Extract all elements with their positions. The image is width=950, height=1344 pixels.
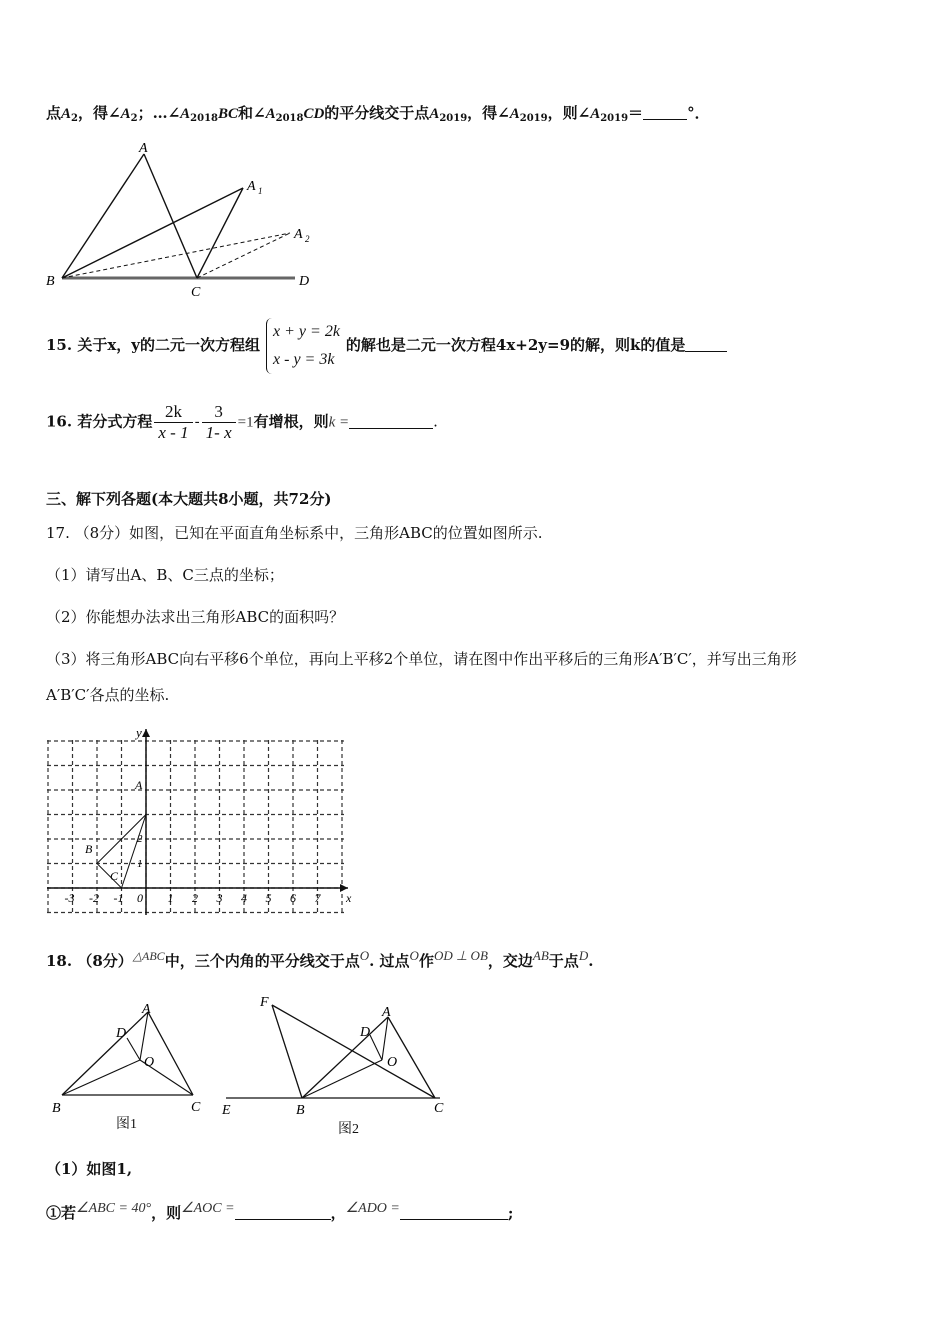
- label-d: D: [116, 1026, 127, 1041]
- grid-lines: [47, 740, 344, 913]
- point-label: A: [61, 106, 72, 122]
- y-tick-label: 2: [137, 833, 143, 845]
- x-tick-label: 5: [265, 891, 272, 905]
- label-a: A: [382, 1005, 391, 1020]
- x-tick-label: 0: [137, 891, 143, 905]
- point-label: A: [265, 106, 276, 122]
- q18-part-1: （1）如图1,: [46, 1160, 133, 1178]
- x-tick-label: 6: [290, 891, 296, 905]
- q18-text: 于点: [548, 952, 579, 970]
- segment-ba: [62, 154, 144, 278]
- point-label: A: [120, 106, 131, 122]
- q17-sub-1: （1）请写出A、B、C三点的坐标；: [46, 566, 284, 584]
- label-d: D: [299, 274, 310, 289]
- answer-blank: [643, 105, 687, 120]
- q14-text: ，得∠: [78, 104, 121, 122]
- label-b: B: [296, 1103, 305, 1118]
- label-c: C: [191, 1100, 201, 1115]
- segment-ab-math: AB: [532, 948, 549, 963]
- label-a2-sub: 2: [305, 234, 310, 244]
- segment-ba: [62, 1012, 148, 1095]
- equation-2: x - y = 3k: [273, 351, 335, 368]
- q14-text: ；…∠: [137, 104, 181, 122]
- point-o-math: O: [359, 948, 370, 963]
- point-label: A: [590, 106, 601, 122]
- point-a-label: A: [135, 778, 143, 792]
- fraction-1: [154, 402, 192, 443]
- triangle-abc-math: △ABC: [132, 949, 165, 963]
- fraction-numerator: 2k: [154, 402, 192, 423]
- q14-text: 和∠: [238, 104, 266, 122]
- angle-aoc: ∠AOC =: [181, 1201, 235, 1216]
- equation-system: [266, 318, 340, 374]
- x-tick-label: 7: [314, 891, 321, 905]
- subscript: 2019: [519, 113, 548, 124]
- q18-text: ，则: [151, 1204, 182, 1222]
- x-tick-label: -3: [64, 891, 75, 905]
- bisector-ao: [382, 1017, 388, 1060]
- circled-one: ①若: [46, 1204, 77, 1222]
- answer-blank-ado: [400, 1205, 508, 1220]
- label-o: O: [144, 1055, 155, 1070]
- question-16: [46, 402, 438, 443]
- label-d: D: [360, 1025, 371, 1040]
- q15-text: 关于x，y的二元一次方程组: [77, 336, 261, 354]
- x-tick-label: 2: [192, 891, 198, 905]
- point-label: A: [509, 106, 520, 122]
- label-b: B: [52, 1101, 61, 1116]
- subscript: 2018: [190, 113, 218, 124]
- x-tick-label: 4: [241, 891, 247, 905]
- x-axis-label: x: [346, 891, 352, 905]
- segment-ca1: [197, 188, 243, 278]
- minus-sign: -: [194, 412, 200, 431]
- angle-ado: ∠ADO =: [345, 1201, 400, 1216]
- q14-text: 的平分线交于点: [324, 104, 430, 122]
- label-a: A: [139, 141, 148, 156]
- segment-ac: [148, 1012, 193, 1095]
- bisector-bo: [302, 1060, 382, 1098]
- q16-text: 若分式方程: [77, 412, 153, 431]
- q17-intro: 17. （8分）如图，已知在平面直角坐标系中，三角形ABC的位置如图所示.: [46, 524, 543, 542]
- q14-tail-line: [46, 102, 710, 124]
- q14-text: 点: [46, 104, 62, 122]
- point-o-math: O: [409, 948, 419, 963]
- q15-text: 的解也是二元一次方程4x+2y=9的解，则k的值是: [345, 336, 686, 354]
- fraction-denominator: x - 1: [158, 423, 189, 442]
- q18-part-1-item: [46, 1200, 513, 1223]
- subscript: 2019: [439, 113, 468, 124]
- label-b: B: [46, 274, 55, 289]
- period: .: [433, 412, 438, 431]
- subscript: 2019: [600, 113, 629, 124]
- label-a1-sub: 1: [258, 186, 263, 196]
- segment-ca2: [197, 233, 290, 278]
- figure-1: [48, 998, 218, 1118]
- q18-text: 中，三个内角的平分线交于点: [164, 952, 360, 970]
- segment-ba2: [62, 233, 290, 278]
- answer-blank: [685, 337, 727, 352]
- comma: ，: [330, 1204, 346, 1222]
- k-equals: k =: [328, 414, 350, 431]
- equation-1: x + y = 2k: [273, 323, 340, 340]
- x-tick-label: -2: [89, 891, 99, 905]
- q14-text: ，则∠: [547, 104, 591, 122]
- q14-text: ＝: [628, 104, 644, 122]
- label-a1: A: [247, 179, 256, 194]
- point-d-math: D: [578, 948, 589, 963]
- question-number: 15.: [46, 336, 73, 354]
- label-f: F: [260, 995, 269, 1010]
- question-number: 16.: [46, 412, 73, 431]
- q18-text: ，交边: [487, 952, 533, 970]
- point-c-label: C: [110, 869, 119, 883]
- score: （8分）: [77, 952, 133, 970]
- section-3-heading: 三、解下列各题(本大题共8小题，共72分): [46, 490, 332, 508]
- fraction-numerator: 3: [202, 402, 236, 423]
- y-tick-label: 1: [137, 858, 143, 870]
- q14-angle-figure: [40, 138, 330, 303]
- label-e: E: [222, 1103, 231, 1118]
- point-label: A: [180, 106, 191, 122]
- semicolon: ;: [507, 1204, 514, 1222]
- fraction-2: [202, 402, 236, 443]
- question-18: [46, 948, 593, 971]
- segment-ba1: [62, 188, 243, 278]
- segment-fc: [272, 1005, 435, 1098]
- bisector-bo: [62, 1060, 140, 1095]
- label-c: C: [434, 1101, 444, 1116]
- question-number: 18.: [46, 952, 73, 970]
- label-a: A: [142, 1002, 151, 1017]
- q18-text: . 过点: [369, 952, 410, 970]
- x-tick-labels: [65, 891, 322, 905]
- q14-text: °．: [687, 104, 710, 122]
- q17-sub-3-cont: A′B′C′各点的坐标.: [46, 686, 170, 704]
- point-label: A: [429, 106, 440, 122]
- coordinate-grid: [40, 725, 360, 915]
- answer-blank-aoc: [235, 1205, 331, 1220]
- equals-one: =1: [237, 414, 254, 431]
- q18-text: 作: [418, 952, 434, 970]
- segment-od: [127, 1038, 140, 1060]
- segment-ac: [144, 154, 197, 278]
- angle-abc-condition: ∠ABC = 40°: [76, 1201, 152, 1216]
- label-a2: A: [294, 227, 303, 242]
- segment-od: [370, 1035, 382, 1060]
- segment-label: BC: [218, 106, 239, 122]
- x-tick-label: 1: [167, 891, 174, 905]
- figure-1-caption: 图1: [116, 1117, 137, 1132]
- segment-label: CD: [303, 106, 325, 122]
- answer-blank: [349, 414, 433, 429]
- q17-sub-2: （2）你能想办法求出三角形ABC的面积吗？: [46, 608, 345, 626]
- q14-text: ，得∠: [467, 104, 510, 122]
- y-axis-arrow: [142, 729, 150, 737]
- x-tick-label: -1: [113, 891, 124, 905]
- period: .: [588, 952, 594, 970]
- subscript: 2: [130, 113, 138, 124]
- fraction-denominator: 1- x: [205, 423, 232, 442]
- x-tick-label: 3: [216, 891, 223, 905]
- label-o: O: [387, 1055, 398, 1070]
- figure-2: [220, 990, 460, 1120]
- subscript: 2018: [275, 113, 304, 124]
- q16-text: 有增根，则: [253, 412, 329, 431]
- y-axis-label: y: [136, 725, 142, 740]
- question-15: [46, 318, 727, 374]
- od-perp-ob: OD ⊥ OB: [433, 948, 488, 963]
- figure-2-caption: 图2: [338, 1122, 359, 1137]
- q17-sub-3: （3）将三角形ABC向右平移6个单位，再向上平移2个单位，请在图中作出平移后的三角形A′B′C′，并写出三角形: [46, 650, 797, 668]
- label-c: C: [191, 285, 201, 300]
- subscript: 2: [71, 113, 78, 124]
- point-b-label: B: [85, 842, 93, 856]
